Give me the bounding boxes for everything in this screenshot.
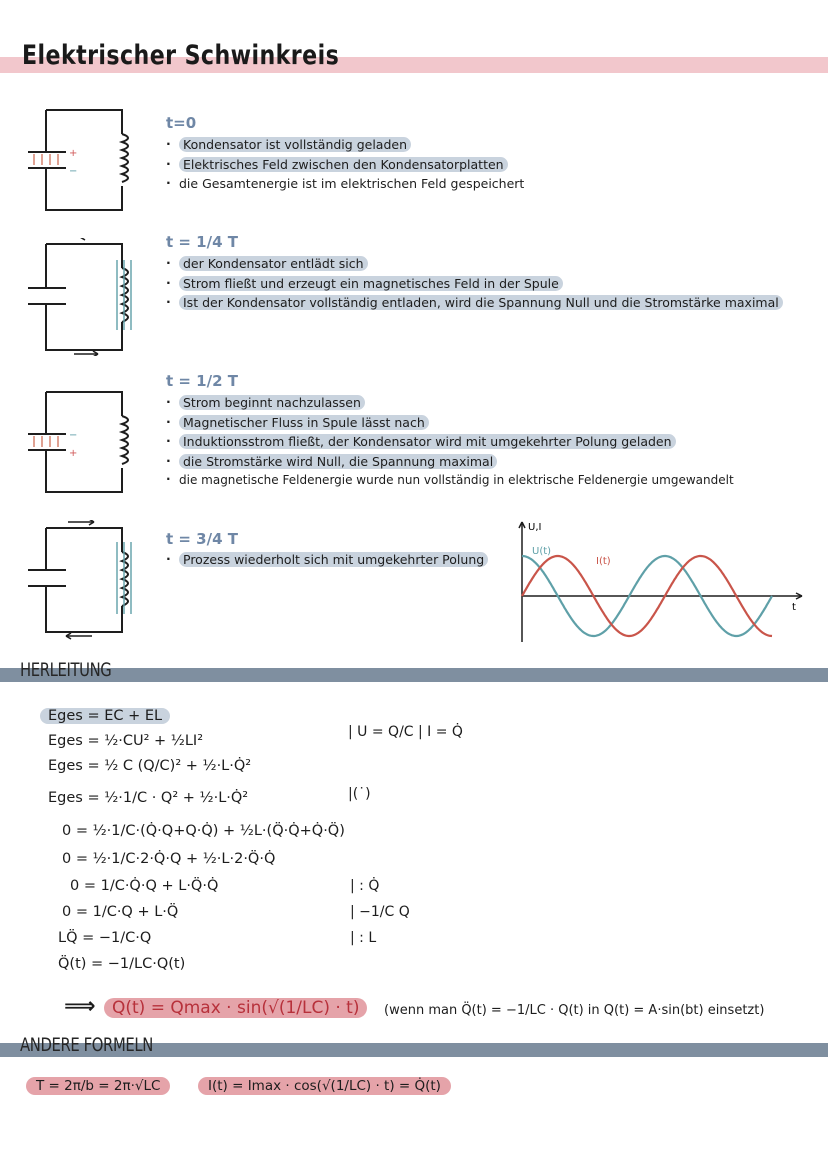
- note-derivative: |(˙): [348, 786, 371, 802]
- circuit-diagram-t-quarter: [22, 238, 142, 356]
- result-formula: Q(t) = Qmax · sin(√(1/LC) · t): [104, 998, 367, 1018]
- equation-line: Eges = ½·1/C · Q² + ½·L·Q̇²: [48, 790, 249, 806]
- svg-text:+: +: [69, 448, 78, 459]
- phase-1-bullets: [166, 135, 524, 194]
- phase-3-time: t = 1/2 T: [166, 372, 238, 390]
- page-title: Elektrischer Schwinkreis: [22, 40, 340, 71]
- list-item: · die Gesamtenergie ist im elektrischen Feld gespeichert: [166, 174, 524, 194]
- section-title-other-formulas: ANDERE FORMELN: [20, 1034, 153, 1056]
- implies-arrow: ⟹: [64, 994, 96, 1019]
- list-item: · die Stromstärke wird Null, die Spannung maximal: [166, 452, 734, 472]
- equation-line: 0 = ½·1/C·(Q̇·Q+Q·Q̇) + ½L·(Q̈·Q̇+Q̇·Q̈): [62, 823, 345, 839]
- note-divide-l: | : L: [350, 930, 377, 946]
- list-item: · Prozess wiederholt sich mit umgekehrter Polung: [166, 550, 488, 570]
- section-bar-derivation: [0, 668, 828, 682]
- phase-4-bullets: [166, 550, 488, 570]
- phase-2-bullets: [166, 254, 806, 313]
- note-divide-q: | : Q̇: [350, 878, 380, 894]
- svg-text:−: −: [69, 166, 78, 177]
- list-item: · Magnetischer Fluss in Spule lässt nach: [166, 413, 734, 433]
- list-item: · der Kondensator entlädt sich: [166, 254, 806, 274]
- equation-line: 0 = ½·1/C·2·Q̇·Q + ½·L·2·Q̈·Q̇: [62, 851, 276, 867]
- list-item: · Strom fließt und erzeugt ein magnetisches Feld in der Spule: [166, 274, 806, 294]
- series-u-label: U(t): [532, 546, 552, 557]
- note-subtract: | −1/C Q: [350, 904, 410, 920]
- phase-3-bullets: [166, 393, 734, 491]
- list-item: · Elektrisches Feld zwischen den Kondensatorplatten: [166, 155, 524, 175]
- equation-line: 0 = 1/C·Q̇·Q + L·Q̈·Q̇: [70, 878, 219, 894]
- equation-line: Q̈(t) = −1/LC·Q(t): [58, 956, 186, 972]
- list-item: · Induktionsstrom fließt, der Kondensator wird mit umgekehrter Polung geladen: [166, 432, 734, 452]
- list-item: · die magnetische Feldenergie wurde nun vollständig in elektrische Feldenergie umgewandelt: [166, 471, 734, 491]
- list-item: · Kondensator ist vollständig geladen: [166, 135, 524, 155]
- equation-line: Eges = ½ C (Q/C)² + ½·L·Q̇²: [48, 758, 252, 774]
- equation-line: Eges = EC + EL: [40, 708, 170, 724]
- svg-text:+: +: [69, 148, 78, 159]
- phase-2-time: t = 1/4 T: [166, 233, 238, 251]
- note-substitution: | U = Q/C | I = Q̇: [348, 724, 463, 740]
- equation-line: LQ̈ = −1/C·Q: [58, 930, 152, 946]
- circuit-diagram-t-three-quarter: [22, 520, 142, 640]
- formula-period: T = 2π/b = 2π·√LC: [26, 1077, 170, 1095]
- x-axis-label: t: [792, 602, 796, 613]
- svg-text:−: −: [69, 430, 78, 441]
- list-item: · Strom beginnt nachzulassen: [166, 393, 734, 413]
- equation-line: Eges = ½·CU² + ½LI²: [48, 733, 204, 749]
- phase-1-time: t=0: [166, 114, 197, 132]
- y-axis-label: U,I: [528, 522, 542, 533]
- equation-line: 0 = 1/C·Q + L·Q̈: [62, 904, 179, 920]
- series-i-label: I(t): [596, 556, 611, 567]
- phase-4-time: t = 3/4 T: [166, 530, 238, 548]
- oscillation-graph: [500, 518, 810, 648]
- circuit-diagram-t-half: [22, 386, 132, 498]
- section-title-derivation: HERLEITUNG: [20, 659, 112, 681]
- circuit-diagram-t0: [22, 104, 132, 216]
- formula-current: I(t) = Imax · cos(√(1/LC) · t) = Q̇(t): [198, 1077, 451, 1095]
- list-item: · Ist der Kondensator vollständig entladen, wird die Spannung Null und die Stromstärke maximal: [166, 293, 806, 313]
- result-remark: (wenn man Q̈(t) = −1/LC · Q(t) in Q(t) = A·sin(bt) einsetzt): [384, 1003, 765, 1018]
